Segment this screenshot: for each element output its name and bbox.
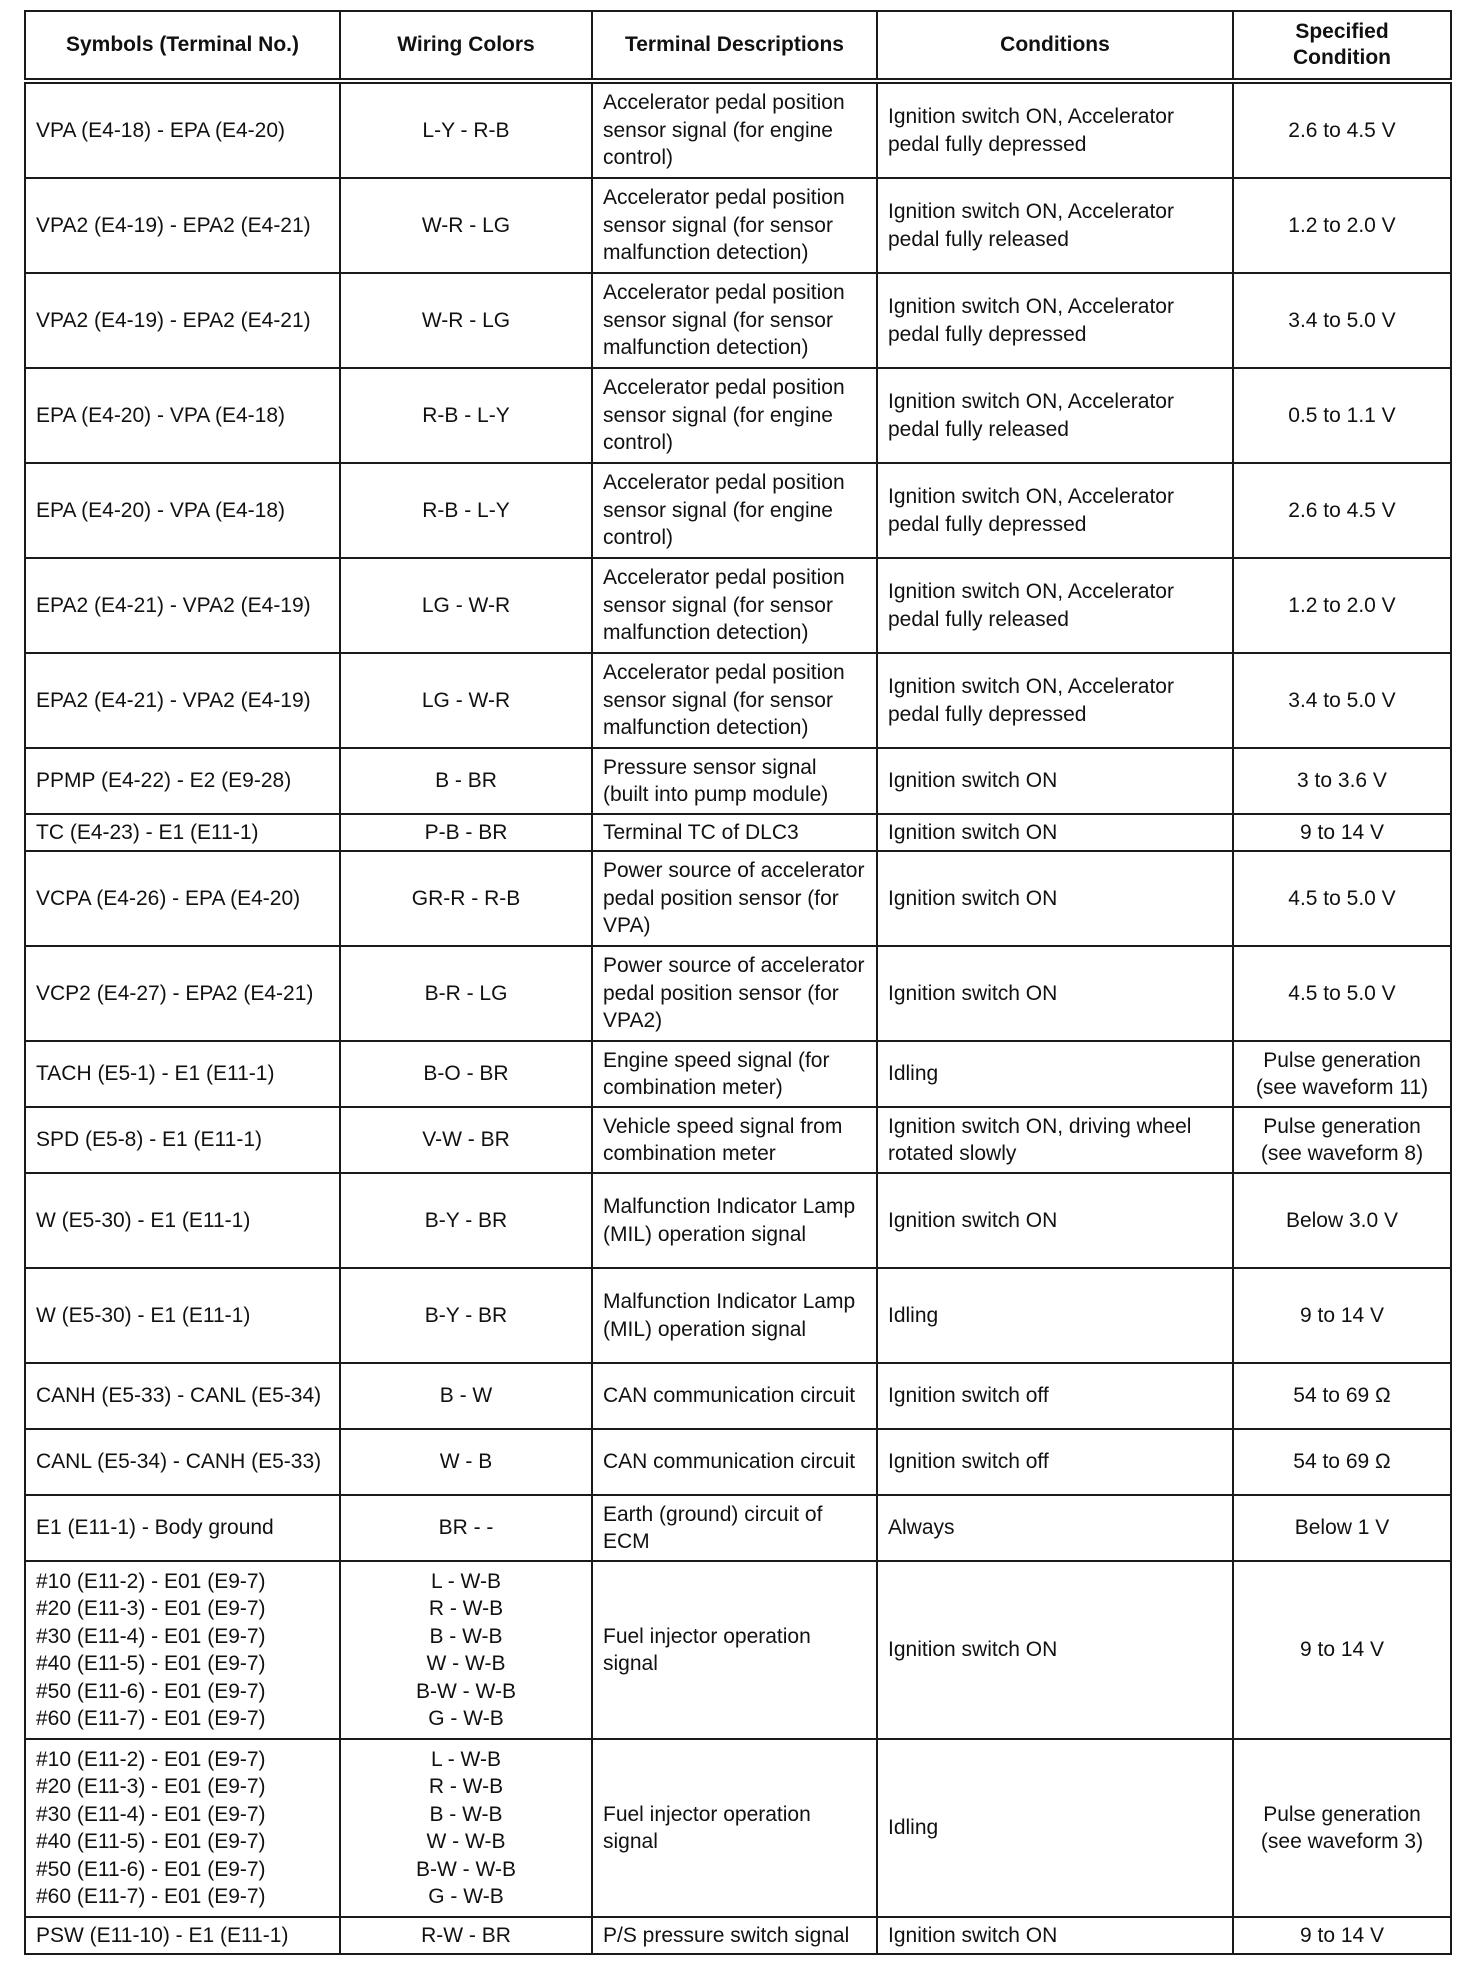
cell-description: Accelerator pedal position sensor signal (for sensor malfunction detection) [592, 653, 877, 748]
cell-wiring: R-W - BR [340, 1917, 592, 1954]
table-row [25, 81, 1451, 178]
cell-wiring: LG - W-R [340, 558, 592, 653]
symbol-line: #50 (E11-6) - E01 (E9-7) [36, 1857, 266, 1881]
cell-wiring: W-R - LG [340, 273, 592, 368]
cell-wiring: LG - W-R [340, 653, 592, 748]
cell-specified: Below 1 V [1233, 1495, 1451, 1561]
table-row [25, 1429, 1451, 1495]
wiring-line: G - W-B [428, 1885, 504, 1908]
header-conditions: Conditions [877, 11, 1233, 81]
cell-specified: 3 to 3.6 V [1233, 748, 1451, 814]
symbol-line: #20 (E11-3) - E01 (E9-7) [36, 1775, 266, 1798]
cell-condition: Ignition switch ON [877, 851, 1233, 946]
cell-description: Accelerator pedal position sensor signal (for engine control) [592, 463, 877, 558]
cell-symbols: TC (E4-23) - E1 (E11-1) [25, 814, 340, 851]
cell-condition: Ignition switch ON [877, 1917, 1233, 1954]
cell-description: Accelerator pedal position sensor signal (for engine control) [592, 368, 877, 463]
cell-symbols: TACH (E5-1) - E1 (E11-1) [25, 1041, 340, 1107]
cell-symbols: SPD (E5-8) - E1 (E11-1) [25, 1107, 340, 1173]
symbol-line: #40 (E11-5) - E01 (E9-7) [36, 1830, 266, 1853]
cell-condition: Idling [877, 1739, 1233, 1917]
cell-condition: Always [877, 1495, 1233, 1561]
symbol-line: #30 (E11-4) - E01 (E9-7) [36, 1802, 266, 1826]
cell-wiring: R-B - L-Y [340, 463, 592, 558]
cell-symbols: VPA2 (E4-19) - EPA2 (E4-21) [25, 273, 340, 368]
cell-symbols: PSW (E11-10) - E1 (E11-1) [25, 1917, 340, 1954]
cell-symbols-list [25, 1739, 340, 1917]
cell-symbols: EPA (E4-20) - VPA (E4-18) [25, 368, 340, 463]
cell-specified: 9 to 14 V [1233, 814, 1451, 851]
cell-description: Engine speed signal (for combination meter) [592, 1041, 877, 1107]
cell-description: P/S pressure switch signal [592, 1917, 877, 1954]
wiring-line: W - W-B [426, 1652, 506, 1675]
cell-condition: Ignition switch ON, Accelerator pedal fully released [877, 368, 1233, 463]
table-row [25, 558, 1451, 653]
cell-specified: 2.6 to 4.5 V [1233, 463, 1451, 558]
cell-description: CAN communication circuit [592, 1429, 877, 1495]
cell-symbols: CANL (E5-34) - CANH (E5-33) [25, 1429, 340, 1495]
symbol-line: #10 (E11-2) - E01 (E9-7) [36, 1747, 266, 1771]
cell-symbols: VCP2 (E4-27) - EPA2 (E4-21) [25, 946, 340, 1041]
header-wiring-colors: Wiring Colors [340, 11, 592, 81]
cell-condition: Ignition switch off [877, 1429, 1233, 1495]
wiring-line: G - W-B [428, 1707, 504, 1730]
cell-symbols: EPA2 (E4-21) - VPA2 (E4-19) [25, 653, 340, 748]
cell-description: Earth (ground) circuit of ECM [592, 1495, 877, 1561]
table-row [25, 1041, 1451, 1107]
cell-specified: 9 to 14 V [1233, 1917, 1451, 1954]
cell-condition: Ignition switch ON, Accelerator pedal fully depressed [877, 81, 1233, 178]
cell-description: Fuel injector operation signal [592, 1739, 877, 1917]
wiring-line: B - W-B [429, 1802, 503, 1826]
cell-condition: Ignition switch ON, Accelerator pedal fully depressed [877, 463, 1233, 558]
cell-specified: 4.5 to 5.0 V [1233, 946, 1451, 1041]
cell-wiring-list [340, 1561, 592, 1739]
cell-specified: 2.6 to 4.5 V [1233, 81, 1451, 178]
table-row-injector [25, 1739, 1451, 1917]
table-row [25, 946, 1451, 1041]
terminal-spec-table [24, 10, 1452, 1955]
cell-description: Terminal TC of DLC3 [592, 814, 877, 851]
table-row [25, 1917, 1451, 1954]
wiring-line: R - W-B [428, 1775, 504, 1798]
cell-description: Vehicle speed signal from combination meter [592, 1107, 877, 1173]
table-row [25, 748, 1451, 814]
wiring-line: L - W-B [430, 1747, 501, 1771]
table-row [25, 178, 1451, 273]
cell-description: Accelerator pedal position sensor signal (for sensor malfunction detection) [592, 178, 877, 273]
cell-condition: Ignition switch ON [877, 814, 1233, 851]
cell-specified: Pulse generation (see waveform 8) [1233, 1107, 1451, 1173]
cell-condition: Ignition switch ON [877, 748, 1233, 814]
cell-specified: 0.5 to 1.1 V [1233, 368, 1451, 463]
cell-description: Power source of accelerator pedal position sensor (for VPA2) [592, 946, 877, 1041]
cell-symbols: W (E5-30) - E1 (E11-1) [25, 1268, 340, 1363]
cell-wiring: B - W [340, 1363, 592, 1429]
cell-specified: 1.2 to 2.0 V [1233, 558, 1451, 653]
cell-specified: Pulse generation (see waveform 11) [1233, 1041, 1451, 1107]
cell-wiring: R-B - L-Y [340, 368, 592, 463]
cell-condition: Ignition switch ON, Accelerator pedal fully released [877, 178, 1233, 273]
cell-condition: Ignition switch ON [877, 1561, 1233, 1739]
cell-specified: 9 to 14 V [1233, 1268, 1451, 1363]
symbol-line: #40 (E11-5) - E01 (E9-7) [36, 1652, 266, 1675]
cell-description: CAN communication circuit [592, 1363, 877, 1429]
cell-description: Malfunction Indicator Lamp (MIL) operation signal [592, 1268, 877, 1363]
cell-specified: Pulse generation (see waveform 3) [1233, 1739, 1451, 1917]
cell-symbols: EPA2 (E4-21) - VPA2 (E4-19) [25, 558, 340, 653]
cell-wiring: BR - - [340, 1495, 592, 1561]
cell-wiring: GR-R - R-B [340, 851, 592, 946]
cell-symbols: VPA (E4-18) - EPA (E4-20) [25, 81, 340, 178]
symbol-line: #10 (E11-2) - E01 (E9-7) [36, 1569, 266, 1593]
cell-wiring: B-Y - BR [340, 1173, 592, 1268]
cell-description: Accelerator pedal position sensor signal (for sensor malfunction detection) [592, 273, 877, 368]
cell-symbols: E1 (E11-1) - Body ground [25, 1495, 340, 1561]
cell-wiring: B-O - BR [340, 1041, 592, 1107]
cell-specified: 4.5 to 5.0 V [1233, 851, 1451, 946]
wiring-line: B - W-B [429, 1624, 503, 1648]
table-row [25, 814, 1451, 851]
cell-condition: Ignition switch ON, Accelerator pedal fully depressed [877, 273, 1233, 368]
symbol-line: #20 (E11-3) - E01 (E9-7) [36, 1597, 266, 1620]
table-row [25, 653, 1451, 748]
cell-wiring: L-Y - R-B [340, 81, 592, 178]
table-row [25, 1363, 1451, 1429]
cell-specified: 3.4 to 5.0 V [1233, 273, 1451, 368]
cell-symbols: VPA2 (E4-19) - EPA2 (E4-21) [25, 178, 340, 273]
symbol-line: #60 (E11-7) - E01 (E9-7) [36, 1885, 266, 1908]
cell-description: Power source of accelerator pedal position sensor (for VPA) [592, 851, 877, 946]
wiring-line: B-W - W-B [416, 1857, 516, 1881]
symbol-line: #30 (E11-4) - E01 (E9-7) [36, 1624, 266, 1648]
symbol-line: #50 (E11-6) - E01 (E9-7) [36, 1679, 266, 1703]
cell-description: Accelerator pedal position sensor signal (for sensor malfunction detection) [592, 558, 877, 653]
cell-wiring-list [340, 1739, 592, 1917]
table-row [25, 1495, 1451, 1561]
table-row [25, 1173, 1451, 1268]
cell-condition: Idling [877, 1041, 1233, 1107]
cell-symbols-list [25, 1561, 340, 1739]
cell-description: Accelerator pedal position sensor signal (for engine control) [592, 81, 877, 178]
cell-wiring: B - BR [340, 748, 592, 814]
cell-description: Fuel injector operation signal [592, 1561, 877, 1739]
table-row [25, 1268, 1451, 1363]
cell-description: Malfunction Indicator Lamp (MIL) operation signal [592, 1173, 877, 1268]
symbol-line: #60 (E11-7) - E01 (E9-7) [36, 1707, 266, 1730]
cell-symbols: VCPA (E4-26) - EPA (E4-20) [25, 851, 340, 946]
cell-wiring: W - B [340, 1429, 592, 1495]
cell-symbols: CANH (E5-33) - CANL (E5-34) [25, 1363, 340, 1429]
table-row-injector [25, 1561, 1451, 1739]
table-row [25, 463, 1451, 558]
header-terminal-descriptions: Terminal Descriptions [592, 11, 877, 81]
header-symbols: Symbols (Terminal No.) [25, 11, 340, 81]
header-specified-condition: Specified Condition [1233, 11, 1451, 81]
table-row [25, 851, 1451, 946]
cell-condition: Idling [877, 1268, 1233, 1363]
cell-specified: 3.4 to 5.0 V [1233, 653, 1451, 748]
cell-specified: 9 to 14 V [1233, 1561, 1451, 1739]
wiring-line: L - W-B [430, 1569, 501, 1593]
header-row [25, 11, 1451, 81]
cell-condition: Ignition switch ON [877, 946, 1233, 1041]
table-row [25, 368, 1451, 463]
wiring-line: W - W-B [426, 1830, 506, 1853]
cell-condition: Ignition switch off [877, 1363, 1233, 1429]
table-row [25, 273, 1451, 368]
cell-specified: 54 to 69 Ω [1233, 1363, 1451, 1429]
table-row [25, 1107, 1451, 1173]
cell-symbols: PPMP (E4-22) - E2 (E9-28) [25, 748, 340, 814]
cell-description: Pressure sensor signal (built into pump module) [592, 748, 877, 814]
cell-condition: Ignition switch ON [877, 1173, 1233, 1268]
cell-wiring: B-R - LG [340, 946, 592, 1041]
wiring-line: B-W - W-B [416, 1679, 516, 1703]
wiring-line: R - W-B [428, 1597, 504, 1620]
cell-wiring: B-Y - BR [340, 1268, 592, 1363]
cell-condition: Ignition switch ON, Accelerator pedal fully depressed [877, 653, 1233, 748]
cell-specified: 1.2 to 2.0 V [1233, 178, 1451, 273]
cell-wiring: W-R - LG [340, 178, 592, 273]
cell-wiring: P-B - BR [340, 814, 592, 851]
cell-wiring: V-W - BR [340, 1107, 592, 1173]
cell-condition: Ignition switch ON, Accelerator pedal fully released [877, 558, 1233, 653]
cell-condition: Ignition switch ON, driving wheel rotated slowly [877, 1107, 1233, 1173]
cell-symbols: W (E5-30) - E1 (E11-1) [25, 1173, 340, 1268]
cell-specified: 54 to 69 Ω [1233, 1429, 1451, 1495]
cell-specified: Below 3.0 V [1233, 1173, 1451, 1268]
cell-symbols: EPA (E4-20) - VPA (E4-18) [25, 463, 340, 558]
